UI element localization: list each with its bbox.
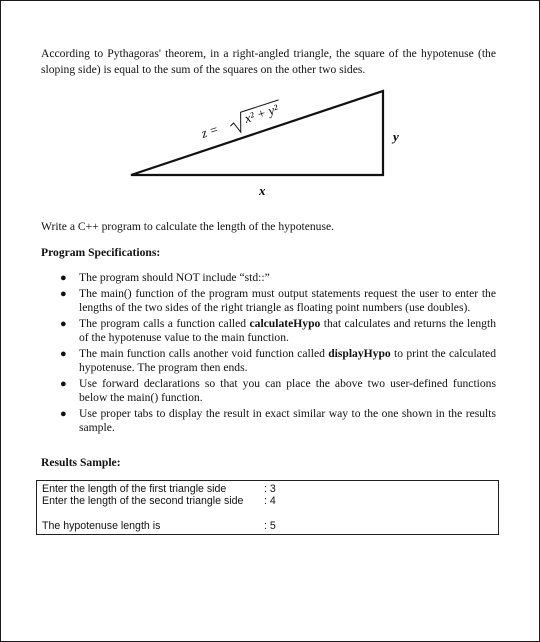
bullet-icon: ● [60,348,67,360]
right-triangle [131,91,383,175]
list-item: ● Use forward declarations so that you can place the above two user-defined functions below the main() function. [60,377,496,404]
results-sample-box [36,480,499,535]
label-y: y [393,129,399,144]
list-item: ● The main() function of the program must output statements request the user to enter the lengths of the two sides of the right triangle as floating point numbers (use doubles). [60,287,496,314]
formula-radicand: x² + y² [242,100,281,126]
list-item: ● The program should NOT include “std::” [60,271,270,284]
results-value: : 3 [264,483,276,495]
label-x: x [259,183,266,198]
specifications-list [41,271,496,437]
bullet-icon: ● [60,288,67,300]
intro-paragraph: According to Pythagoras' theorem, in a right-angled triangle, the square of the hypotenuse (the sloping side) is equal to the sum of the squares on the other two sides. [41,47,496,76]
bullet-icon: ● [60,378,67,390]
results-label: Enter the length of the first triangle side [42,483,227,495]
results-heading: Results Sample: [41,456,121,469]
bullet-icon: ● [60,408,67,420]
results-value: : 4 [264,495,276,507]
task-paragraph: Write a C++ program to calculate the length of the hypotenuse. [41,220,335,233]
list-item: ● The program calls a function called calculateHypo that calculates and returns the length of the hypotenuse value to the main function. [60,317,496,344]
bullet-icon: ● [60,272,67,284]
results-label: Enter the length of the second triangle side [42,495,244,507]
list-item: ● The main function calls another void function called displayHypo to print the calculated hypotenuse. The program then ends. [60,347,496,374]
bullet-icon: ● [60,318,67,330]
specifications-heading: Program Specifications: [41,246,161,259]
results-label: The hypotenuse length is [42,520,161,532]
results-value: : 5 [264,520,276,532]
list-item: ● Use proper tabs to display the result in exact similar way to the one shown in the results sample. [60,407,496,434]
triangle-diagram [121,83,421,203]
formula-lhs: z = [199,121,221,141]
